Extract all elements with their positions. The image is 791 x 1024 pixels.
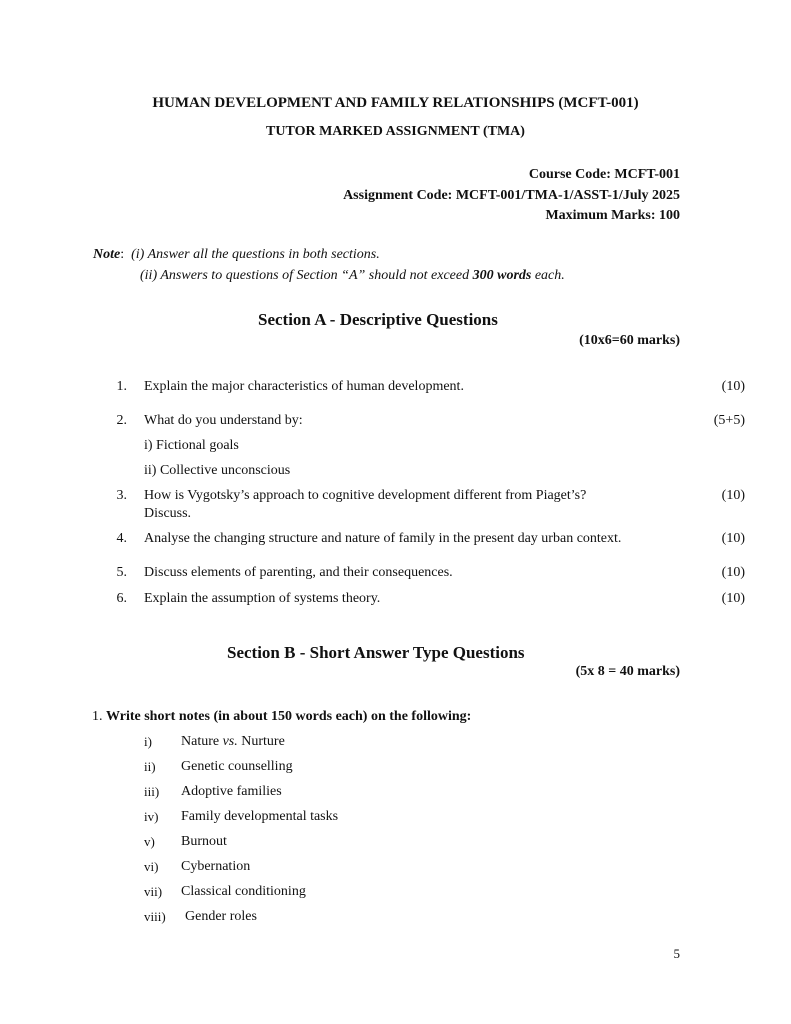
note-label: Note xyxy=(93,247,121,262)
question-number: 2. xyxy=(116,413,127,428)
section-a-marks: (10x6=60 marks) xyxy=(579,333,680,348)
note-line-2 xyxy=(140,268,565,284)
question-number: 1. xyxy=(116,379,127,394)
question-text: What do you understand by: xyxy=(144,413,303,428)
assignment-code: Assignment Code: MCFT-001/TMA-1/ASST-1/July 2025 xyxy=(343,188,680,203)
note-text-2-post: each. xyxy=(531,268,565,283)
question-number: 6. xyxy=(116,591,127,606)
item-roman: vi) xyxy=(144,859,159,874)
document-title: HUMAN DEVELOPMENT AND FAMILY RELATIONSHIPS (MCFT-001) xyxy=(152,95,639,111)
page-number: 5 xyxy=(673,946,680,961)
note-colon: : xyxy=(120,247,125,262)
question-marks: (5+5) xyxy=(713,413,745,428)
question-marks: (10) xyxy=(721,379,745,394)
question-number: 5. xyxy=(116,565,127,580)
question-text: Discuss elements of parenting, and their consequences. xyxy=(144,565,453,580)
section-b-question-text: Write short notes (in about 150 words each) on the following: xyxy=(106,709,472,724)
question-marks: (10) xyxy=(721,488,745,503)
short-note-item: Cybernation xyxy=(181,859,251,874)
sub-question: ii) Collective unconscious xyxy=(144,463,291,478)
short-note-item xyxy=(181,734,285,750)
sub-question: i) Fictional goals xyxy=(144,438,239,453)
section-b-marks: (5x 8 = 40 marks) xyxy=(575,664,680,679)
section-a-heading: Section A - Descriptive Questions xyxy=(258,310,498,329)
note-line-1 xyxy=(93,247,380,263)
item-roman: v) xyxy=(144,834,155,849)
section-b-question xyxy=(92,709,471,725)
question-number: 3. xyxy=(116,488,127,503)
question-text: How is Vygotsky’s approach to cognitive development different from Piaget’s? xyxy=(144,488,587,503)
section-b-question-number: 1. xyxy=(92,709,103,724)
item-text-italic: vs. xyxy=(222,734,238,749)
document-subtitle: TUTOR MARKED ASSIGNMENT (TMA) xyxy=(266,124,525,139)
note-text-1: (i) Answer all the questions in both sections. xyxy=(131,247,380,262)
short-note-item: Adoptive families xyxy=(181,784,282,799)
item-text-pre: Nature xyxy=(181,734,223,749)
note-text-2-pre: (ii) Answers to questions of Section “A” should not exceed xyxy=(140,268,473,283)
item-roman: iv) xyxy=(144,809,159,824)
question-text-continued: Discuss. xyxy=(144,506,192,521)
item-roman: i) xyxy=(144,734,152,749)
question-number: 4. xyxy=(116,531,127,546)
question-text: Analyse the changing structure and nature of family in the present day urban context. xyxy=(144,531,622,546)
item-roman: viii) xyxy=(144,909,166,924)
question-marks: (10) xyxy=(721,591,745,606)
item-roman: vii) xyxy=(144,884,163,899)
item-roman: ii) xyxy=(144,759,156,774)
question-text: Explain the major characteristics of human development. xyxy=(144,379,464,394)
question-marks: (10) xyxy=(721,531,745,546)
short-note-item: Gender roles xyxy=(185,909,257,924)
short-note-item: Burnout xyxy=(181,834,227,849)
short-note-item: Family developmental tasks xyxy=(181,809,339,824)
item-roman: iii) xyxy=(144,784,160,799)
question-text: Explain the assumption of systems theory. xyxy=(144,591,381,606)
maximum-marks: Maximum Marks: 100 xyxy=(545,208,680,223)
item-text-post: Nurture xyxy=(237,734,285,749)
short-note-item: Classical conditioning xyxy=(181,884,306,899)
note-text-2-bold: 300 words xyxy=(472,268,532,283)
section-b-heading: Section B - Short Answer Type Questions xyxy=(227,643,525,662)
course-code: Course Code: MCFT-001 xyxy=(528,167,680,182)
short-note-item: Genetic counselling xyxy=(181,759,293,774)
question-marks: (10) xyxy=(721,565,745,580)
